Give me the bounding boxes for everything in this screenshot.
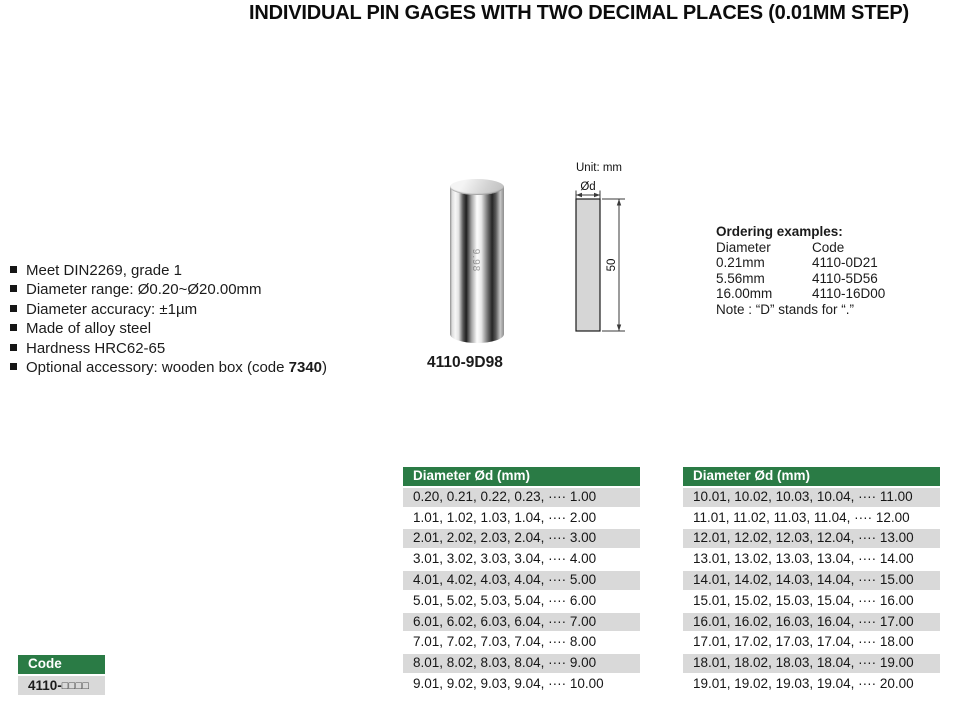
code-box-header: Code — [18, 655, 105, 676]
arrow-up-icon — [617, 199, 621, 206]
code-prefix: 4110- — [28, 677, 62, 693]
bullet-icon — [10, 363, 17, 370]
feature-text: Diameter range: Ø0.20~Ø20.00mm — [26, 281, 262, 299]
code-column-label: Code — [812, 239, 845, 255]
table-row: 7.01, 7.02, 7.03, 7.04, ···· 8.00 — [403, 633, 640, 654]
table-row: 13.01, 13.02, 13.03, 13.04, ···· 14.00 — [683, 550, 940, 571]
feature-text: Made of alloy steel — [26, 320, 152, 338]
table-row: 6.01, 6.02, 6.03, 6.04, ···· 7.00 — [403, 613, 640, 634]
diameter-dim-label: Ød — [580, 181, 596, 193]
feature-text — [26, 359, 327, 376]
ordering-code: 4110-5D56 — [812, 270, 878, 286]
pin-gage-photo — [450, 187, 504, 343]
diameter-column-label: Diameter — [716, 239, 771, 255]
feature-item — [10, 319, 327, 338]
bullet-icon — [10, 324, 17, 331]
ordering-row — [716, 271, 885, 287]
table-row: 2.01, 2.02, 2.03, 2.04, ···· 3.00 — [403, 529, 640, 550]
ordering-diameter: 16.00mm — [716, 286, 773, 302]
ordering-row — [716, 286, 885, 302]
code-box-value — [18, 676, 105, 695]
bullet-icon — [10, 266, 17, 273]
pin-outline-rect — [576, 199, 600, 331]
code-box — [18, 655, 105, 695]
ordering-diameter: 5.56mm — [716, 270, 765, 286]
unit-label: Unit: mm — [576, 162, 622, 174]
table-row: 14.01, 14.02, 14.03, 14.04, ···· 15.00 — [683, 571, 940, 592]
table-header: Diameter Ød (mm) — [403, 467, 640, 488]
table-row: 1.01, 1.02, 1.03, 1.04, ···· 2.00 — [403, 509, 640, 530]
ordering-column-headers — [716, 240, 885, 256]
arrow-left-icon — [576, 193, 582, 197]
arrow-down-icon — [617, 325, 621, 332]
diameter-table-2 — [683, 467, 940, 696]
table-row: 19.01, 19.02, 19.03, 19.04, ···· 20.00 — [683, 675, 940, 696]
feature-item — [10, 261, 327, 280]
arrow-right-icon — [594, 193, 600, 197]
feature-text: Meet DIN2269, grade 1 — [26, 262, 182, 279]
feature-list — [10, 261, 327, 377]
diameter-table-1 — [403, 467, 640, 696]
table-row: 4.01, 4.02, 4.03, 4.04, ···· 5.00 — [403, 571, 640, 592]
table-row: 16.01, 16.02, 16.03, 16.04, ···· 17.00 — [683, 613, 940, 634]
optional-accessory-prefix: Optional accessory: wooden box (code — [26, 358, 289, 376]
feature-text: Hardness HRC62-65 — [26, 339, 166, 357]
ordering-diameter: 0.21mm — [716, 255, 765, 271]
feature-item — [10, 280, 327, 299]
code-placeholder-squares: □□□□ — [61, 679, 90, 692]
pin-top-face — [450, 179, 504, 195]
ordering-note: Note : “D” stands for “.” — [716, 301, 855, 317]
table-header: Diameter Ød (mm) — [683, 467, 940, 488]
feature-item — [10, 339, 327, 358]
ordering-examples — [716, 224, 885, 318]
table-row: 12.01, 12.02, 12.03, 12.04, ···· 13.00 — [683, 529, 940, 550]
ordering-row — [716, 255, 885, 271]
accessory-code: 7340 — [288, 358, 323, 376]
optional-accessory-suffix: ) — [322, 358, 328, 376]
table-row: 0.20, 0.21, 0.22, 0.23, ···· 1.00 — [403, 488, 640, 509]
bullet-icon — [10, 305, 17, 312]
table-row: 9.01, 9.02, 9.03, 9.04, ···· 10.00 — [403, 675, 640, 696]
table-row: 5.01, 5.02, 5.03, 5.04, ···· 6.00 — [403, 592, 640, 613]
dimension-drawing — [563, 157, 635, 340]
table-row: 17.01, 17.02, 17.03, 17.04, ···· 18.00 — [683, 633, 940, 654]
table-row: 18.01, 18.02, 18.03, 18.04, ···· 19.00 — [683, 654, 940, 675]
table-row: 3.01, 3.02, 3.03, 3.04, ···· 4.00 — [403, 550, 640, 571]
feature-item — [10, 300, 327, 319]
ordering-code: 4110-16D00 — [812, 286, 886, 302]
table-row: 8.01, 8.02, 8.03, 8.04, ···· 9.00 — [403, 654, 640, 675]
ordering-code: 4110-0D21 — [812, 255, 878, 271]
bullet-icon — [10, 285, 17, 292]
page-title: INDIVIDUAL PIN GAGES WITH TWO DECIMAL PLACES (0.01MM STEP) — [249, 2, 909, 24]
table-row: 11.01, 11.02, 11.03, 11.04, ···· 12.00 — [683, 509, 940, 530]
length-dim-label: 50 — [606, 258, 618, 272]
bullet-icon — [10, 344, 17, 351]
ordering-heading: Ordering examples: — [716, 224, 843, 239]
product-model-label: 4110-9D98 — [427, 354, 503, 371]
table-row: 15.01, 15.02, 15.03, 15.04, ···· 16.00 — [683, 592, 940, 613]
table-row: 10.01, 10.02, 10.03, 10.04, ···· 11.00 — [683, 488, 940, 509]
feature-text: Diameter accuracy: ±1µm — [26, 300, 198, 318]
pin-engraving: 9.98 — [470, 248, 482, 273]
feature-item-optional-accessory — [10, 358, 327, 377]
